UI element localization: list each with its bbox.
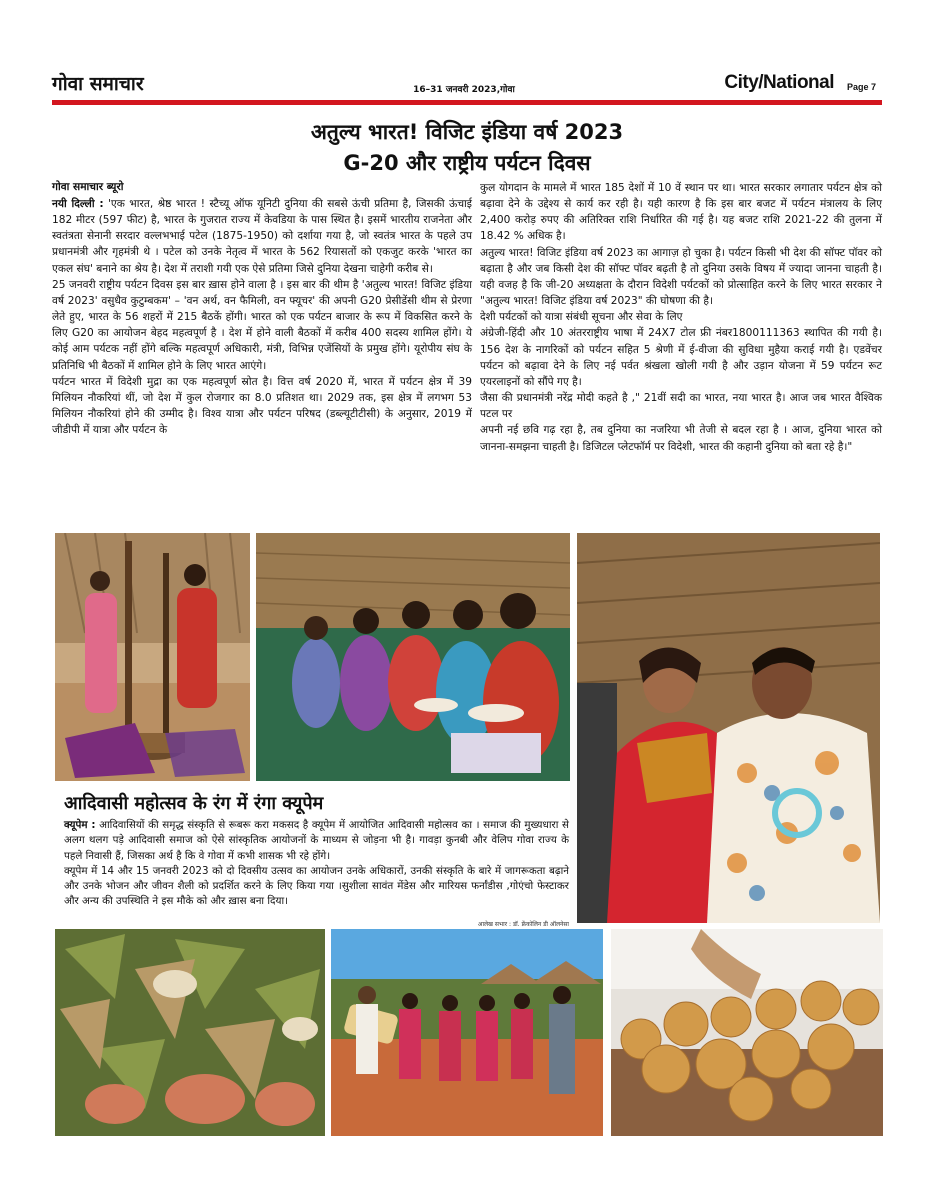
headline-line-2: G-20 और राष्ट्रीय पर्यटन दिवस [343, 151, 591, 175]
byline: गोवा समाचार ब्यूरो [52, 181, 124, 193]
headline-line-1: अतुल्य भारत! विजिट इंडिया वर्ष 2023 [310, 120, 624, 144]
paragraph: कुल योगदान के मामले में भारत 185 देशों में 10 वें स्थान पर था। भारत सरकार लगातार पर्यटन क्षेत्र को बढ़ावा देने के उद्देश्य से कार्य कर रही है। यही कारण है कि इस बार बजट में पर्यटन मंत्रालय के लिए 2,400 करोड़ रुपए की अतिरिक्त राशि निर्धारित की गई है। यह बजट राशि 2021-22 की तुलना में 18.42 % अधिक है। [480, 182, 882, 243]
paragraph: अपनी नई छवि गढ़ रहा है, तब दुनिया का नजरिया भी तेजी से बदल रहा है । आज, दुनिया भारत को जानना-समझना चाहती है। डिजिटल प्लेटफॉर्म पर विदेशी, भारत की कहानी दुनिया को बता रहे है।" [480, 424, 882, 453]
dateline: नयी दिल्ली : [52, 198, 104, 210]
feature-title: आदिवासी महोत्सव के रंग में रंगा क्यूपेम [64, 793, 324, 814]
paragraph: क्यूपेम में 14 और 15 जनवरी 2023 को दो दिवसीय उत्सव का आयोजन उनके अधिकारों, उनकी संस्कृति के बारे में जागरूकता बढ़ाने और उनके भोजन और जीवन शैली को प्रदर्शित करने के लिए किया गया ।सुशीला सावंत मेंडेस और मारियस फर्नांडीस ,गोएंचो फेस्टाकर और अन्य की उपस्थिति ने इस मौके को और ख़ास बना दिया। [64, 864, 569, 908]
photo-credit: आलेख सभार : डॉ. फ्रेंकोलिन डी ऑलनेसा [477, 921, 569, 928]
article-column-right [480, 180, 882, 455]
paragraph: पर्यटन भारत में विदेशी मुद्रा का एक महत्वपूर्ण स्रोत है। वित्त वर्ष 2020 में, भारत में पर्यटन क्षेत्र में 39 मिलियन नौकरियां थीं, जो देश में कुल रोजगार का 8.0 प्रतिशत था। 2029 तक, इस क्षेत्र में लगभग 53 मिलियन नौकरियां होने की उम्मीद है। विश्व यात्रा और पर्यटन परिषद (डब्ल्यूटीटीसी) के अनुसार, 2019 में जीडीपी में यात्रा और पर्यटन के [52, 375, 472, 437]
paragraph: 25 जनवरी राष्ट्रीय पर्यटन दिवस इस बार ख़ास होने वाला है । इस बार की थीम है 'अतुल्य भारत! विजिट इंडिया वर्ष 2023' वसुधैव कुटुम्बकम' – 'वन अर्थ, वन फैमिली, वन फ्यूचर' की अपनी G20 प्रेसीडेंसी थीम से प्रेरणा लेते हुए, भारत के 56 शहरों में 215 बैठकें होंगी। भारत को एक पर्यटन बाजार के रूप में विकसित करने के लिए G20 का आयोजन बेहद महत्वपूर्ण है । देश में होने वाली बैठकों में करीब 400 सदस्य शामिल होंगे। ये कोई आम पर्यटक नहीं होंगे बल्कि महत्वपूर्ण अधिकारी, मंत्री, विभिन्न एजेंसियों के प्रमुख होंगे। यूरोपीय संघ के प्रतिनिधि भी बैठकों में शामिल होने के लिए भारत आएंगे। [52, 278, 472, 372]
paragraph: जैसा की प्रधानमंत्री नरेंद्र मोदी कहते है ," 21वीं सदी का भारत, नया भारत है। आज जब भारत वैश्विक पटल पर [480, 392, 882, 421]
red-rule [52, 100, 882, 105]
feature-lead: क्यूपेम : [64, 819, 96, 831]
women-eating-photo [256, 533, 570, 781]
paper-name: गोवा समाचार [52, 73, 144, 95]
paragraph: आदिवासियों की समृद्ध संस्कृति से रूबरू करा मकसद है क्यूपेम में आयोजित आदिवासी महोत्सव का । समाज की मुख्यधारा से अलग थलग पड़े आदिवासी समाज को ऐसे सांस्कृतिक आयोजनों के माध्यम से जोड़ना भी है। गावड़ा कुनबी और वेलिप गोवा राज्य के पहले निवासी हैं, जिसका अर्थ है कि वे गोवा में कभी शासक भी रहे होंगे। [64, 819, 569, 862]
leaf-wrapped-food-photo [55, 929, 325, 1136]
issue-date: 16–31 जनवरी 2023,गोवा [413, 85, 515, 95]
tribal-women-grinding-photo [55, 533, 250, 781]
paragraph: 'एक भारत, श्रेष्ठ भारत ! स्टैच्यू ऑफ यूनिटी दुनिया की सबसे ऊंची प्रतिमा है, जिसकी ऊंचाई 182 मीटर (597 फीट) है, भारत के गुजरात राज्य में केवडिया के पास स्थित है। इसमें भारतीय राजनेता और स्वतंत्रता सेनानी सरदार वल्लभभाई पटेल (1875-1950) को दर्शाया गया है, जो स्वतंत्र भारत के पहले उप प्रधानमंत्री और गृहमंत्री थे । पटेल को उनके नेतृत्व में भारत के 562 रियासतों को एकजुट करके 'भारत का एकल संघ' बनाने का श्रेय है। देश में तराशी गयी एक ऐसे प्रतिमा जिसे दुनिया देखना चाहेगी करीब से। [52, 198, 472, 275]
section-name: City/National [724, 72, 834, 93]
paragraph: अंग्रेजी-हिंदी और 10 अंतरराष्ट्रीय भाषा में 24X7 टोल फ्री नंबर1800111363 स्थापित की गयी है। 156 देश के नागरिकों को पर्यटन सहित 5 श्रेणी में ई-वीजा की सुविधा मुहैया कराई गयी है। एडवेंचर पर्यटन को बढ़ावा देने के लिए नई पर्वत श्रंखला खोली गयी है और उड़ान योजना में 59 पर्यटन रूट एयरलाइनों को सौंपे गए है। [480, 327, 882, 388]
paragraph: देशी पर्यटकों को यात्रा संबंधी सूचना और सेवा के लिए [480, 311, 683, 324]
article-column-left [52, 196, 472, 438]
couple-seated-photo [577, 533, 880, 923]
dancers-group-photo [331, 929, 603, 1136]
masthead [52, 66, 876, 100]
cookies-platter-photo [611, 929, 883, 1136]
paragraph: अतुल्य भारत! विजिट इंडिया वर्ष 2023 का आगाज़ हो चुका है। पर्यटन किसी भी देश की सॉफ्ट पॉवर को बढ़ाता है और जब किसी देश की सॉफ्ट पॉवर बढ़ती है तो दुनिया उसके विषय में ज्यादा जानना चाहती है। यही वजह है कि जी-20 अध्यक्षता के दौरान विदेशी पर्यटकों को प्रोत्साहित करने के लिए भारत सरकार ने "अतुल्य भारत! विजिट इंडिया वर्ष 2023" की घोषणा की है। [480, 246, 882, 308]
page-number: Page 7 [846, 82, 876, 92]
feature-body [64, 818, 569, 910]
headline [52, 117, 882, 179]
